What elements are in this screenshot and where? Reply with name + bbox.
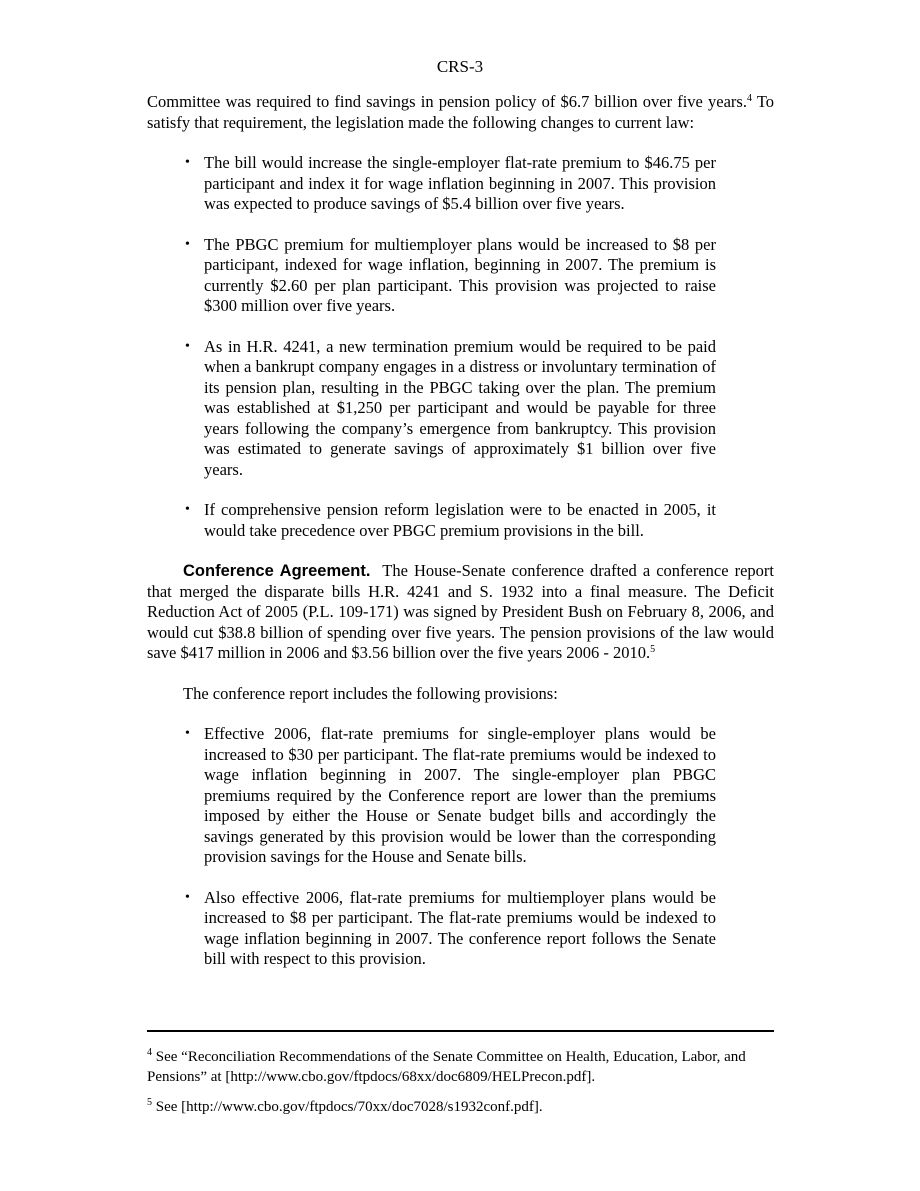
footnote-number: 4 — [147, 1047, 152, 1058]
footnote-divider — [147, 1030, 774, 1032]
footnote-text: See “Reconciliation Recommendations of the Senate Committee on Health, Education, Labor, and Pensions” at [http://www.cbo.gov/ftpdocs/68xx/doc6809/HELPrecon.pdf]. — [147, 1049, 746, 1085]
footnote-ref-4[interactable]: 4 — [746, 93, 752, 104]
conference-intro: The conference report includes the following provisions: — [183, 683, 558, 703]
senate-provisions-list — [185, 153, 716, 541]
list-item-text: As in H.R. 4241, a new termination premium would be required to be paid when a bankrupt company engages in a distress or involuntary termination of its pension plan, resulting in the PBGC taking over the plan. The premium was established at $1,250 per participant and would be payable for three years following the company’s emergence from bankruptcy. This provision was estimated to generate savings of approximately $1 billion over five years. — [204, 336, 716, 479]
intro-paragraph — [147, 92, 774, 133]
footnote-ref-5[interactable]: 5 — [650, 644, 656, 655]
list-item — [185, 235, 716, 317]
page-number-header: CRS-3 — [436, 57, 484, 76]
conference-heading: Conference Agreement. — [183, 562, 371, 580]
footnote-5 — [147, 1097, 774, 1117]
list-item — [185, 500, 716, 541]
bullet-icon: • — [185, 889, 190, 905]
intro-text-2: To satisfy that requirement, the legislation made the following changes to current law: — [147, 92, 775, 132]
bullet-icon: • — [185, 236, 190, 252]
bullet-icon: • — [185, 338, 190, 354]
intro-text: Committee was required to find savings in pension policy of $6.7 billion over five years. — [147, 92, 747, 111]
list-item — [185, 153, 716, 215]
list-item — [185, 337, 716, 481]
list-item-text: The bill would increase the single-employer flat-rate premium to $46.75 per participant and index it for wage inflation beginning in 2007. This provision was expected to produce savings of $5.4 billion over five years. — [204, 153, 716, 213]
list-item-text: If comprehensive pension reform legislation were to be enacted in 2005, it would take precedence over PBGC premium provisions in the bill. — [204, 500, 716, 540]
list-item-text: Also effective 2006, flat-rate premiums for multiemployer plans would be increased to $8 per participant. The flat-rate premiums would be indexed to wage inflation beginning in 2007. The conference report follows the Senate bill with respect to this provision. — [204, 887, 716, 968]
footnotes — [147, 1047, 774, 1117]
footnote-number: 5 — [147, 1097, 152, 1108]
footnote-text: See [http://www.cbo.gov/ftpdocs/70xx/doc7028/s1932conf.pdf]. — [155, 1099, 543, 1115]
list-item-text: Effective 2006, flat-rate premiums for single-employer plans would be increased to $30 per participant. The flat-rate premiums would be indexed to wage inflation beginning in 2007. The single-employer plan PBGC premiums required by the Conference report are lower than the premiums imposed by either the House or Senate budget bills and accordingly the savings generated by this provision would be lower than the corresponding provision savings for the House and Senate bills. — [204, 724, 716, 866]
conference-text: The House-Senate conference drafted a conference report that merged the disparate bills H.R. 4241 and S. 1932 into a final measure. The Deficit Reduction Act of 2005 (P.L. 109-171) was signed by President Bush on February 8, 2006, and would cut $38.8 billion of spending over five years. The pension provisions of the law would save $417 million in 2006 and $3.56 billion over the five years 2006 - 2010. — [147, 561, 775, 662]
conference-paragraph — [147, 561, 774, 664]
conference-provisions-list — [185, 724, 716, 970]
document-body — [147, 92, 774, 970]
bullet-icon: • — [185, 502, 190, 517]
list-item-text: The PBGC premium for multiemployer plans would be increased to $8 per participant, indexed for wage inflation, beginning in 2007. The premium is currently $2.60 per plan participant. This provision was projected to raise $300 million over five years. — [204, 234, 716, 315]
list-item — [185, 888, 716, 970]
bullet-icon: • — [185, 726, 190, 741]
footnote-4 — [147, 1047, 774, 1087]
bullet-icon: • — [185, 155, 190, 170]
list-item — [185, 724, 716, 868]
